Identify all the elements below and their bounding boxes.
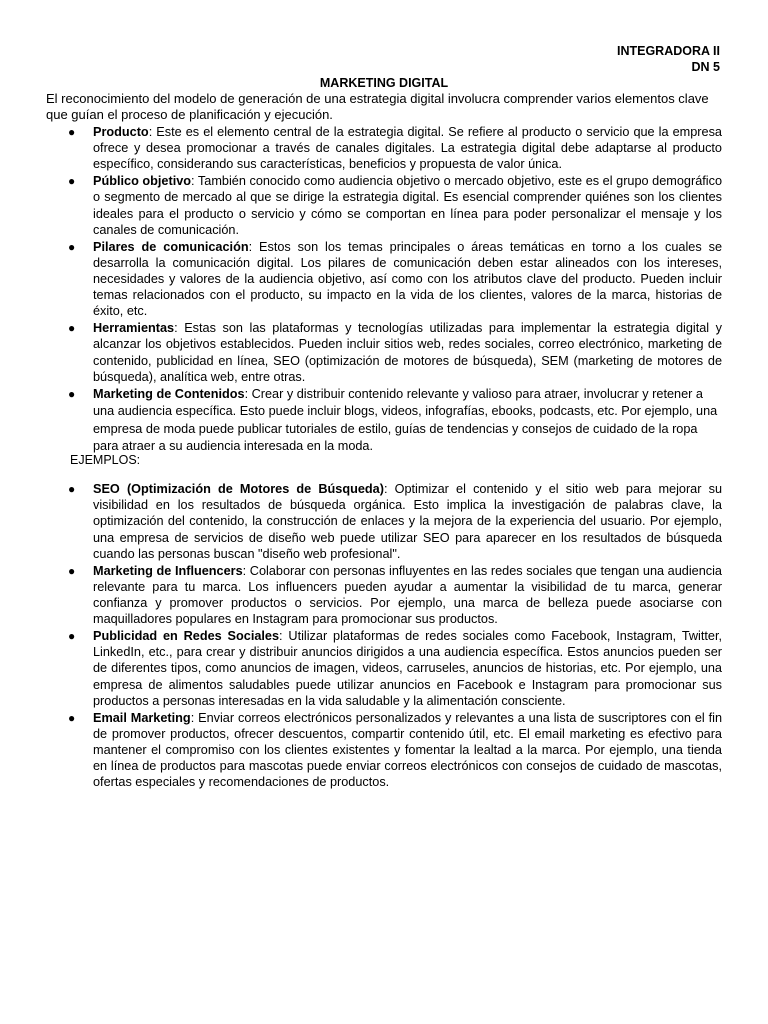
item-text: : Colaborar con personas influyentes en las redes sociales que tengan una audiencia relevante para tu marca. Los influencers pueden ayudar a aumentar la visibilidad de tu marca, generar confianza y promover productos o servicios. Por ejemplo, una marca de belleza puede asociarse con maquilladores populares en Instagram para promocionar sus productos. bbox=[93, 563, 722, 627]
examples-heading: EJEMPLOS: bbox=[70, 453, 141, 467]
item-term: Público objetivo bbox=[93, 174, 192, 189]
list-item bbox=[46, 124, 722, 173]
list-item bbox=[46, 710, 722, 791]
item-term: Herramientas bbox=[93, 321, 175, 336]
bullet-icon: ● bbox=[68, 386, 76, 401]
document-header bbox=[617, 43, 720, 75]
list-item bbox=[46, 239, 722, 320]
item-term: Publicidad en Redes Sociales bbox=[93, 629, 280, 644]
bullet-icon: ● bbox=[68, 174, 76, 189]
item-text: : Crear y distribuir contenido relevante y valioso para atraer, involucrar y retener a una audiencia específica. Esto puede incluir blogs, videos, infografías, ebooks, podcasts, etc. Por ejemplo, una empresa de moda puede publicar tutoriales de estilo, guías de tendencias y consejos de cuidado de la ropa para atraer a su audiencia interesada en la moda. bbox=[93, 386, 718, 454]
bullet-icon: ● bbox=[68, 482, 76, 496]
item-text: : Optimizar el contenido y el sitio web para mejorar su visibilidad en los resultados de búsqueda orgánica. Esto implica la investigación de palabras clave, la optimización del contenido, la construcción de enlaces y la mejora de la experiencia del usuario. Por ejemplo, una empresa de servicios de diseño web puede utilizar SEO para aparecer en los resultados de búsqueda cuando las personas buscan "diseño web profesional". bbox=[93, 482, 722, 561]
examples-list bbox=[46, 481, 722, 791]
key-elements-list bbox=[46, 124, 722, 457]
item-term: Email Marketing bbox=[93, 710, 191, 725]
group-code: DN 5 bbox=[691, 60, 720, 74]
item-term: Marketing de Contenidos bbox=[93, 386, 245, 401]
document-title: MARKETING DIGITAL bbox=[319, 76, 449, 90]
intro-paragraph: El reconocimiento del modelo de generación de una estrategia digital involucra comprender varios elementos clave que guían el proceso de planificación y ejecución. bbox=[46, 91, 709, 123]
item-text: : Utilizar plataformas de redes sociales como Facebook, Instagram, Twitter, LinkedIn, etc., para crear y distribuir anuncios dirigidos a una audiencia específica. Estos anuncios pueden ser de diferentes tipos, como anuncios de imagen, videos, carruseles, anuncios de historias, etc. Por ejemplo, una empresa de alimentos saludables puede utilizar anuncios en Facebook e Instagram para promocionar sus productos a personas interesadas en la vida saludable y la alimentación consciente. bbox=[93, 629, 723, 708]
list-item bbox=[46, 481, 722, 562]
list-item bbox=[46, 386, 722, 456]
list-item bbox=[46, 563, 722, 628]
item-term: Marketing de Influencers bbox=[93, 563, 243, 578]
item-text: : Estos son los temas principales o áreas temáticas en torno a los cuales se desarrolla la comunicación digital. Los pilares de comunicación deben estar alineados con los intereses, necesidades y valores de la audiencia objetivo, así como con los atributos clave del producto. Pueden incluir temas relacionados con el producto, su impacto en la vida de los clientes, valores de la marca, historias de éxito, etc. bbox=[93, 239, 723, 319]
item-term: Pilares de comunicación bbox=[93, 239, 249, 254]
item-text: : Estas son las plataformas y tecnologías utilizadas para implementar la estrategia digital y alcanzar los objetivos establecidos. Pueden incluir sitios web, redes sociales, correo electrónico, marketing de contenido, publicidad en línea, SEO (optimización de motores de búsqueda), SEM (marketing de motores de búsqueda), analítica web, entre otras. bbox=[93, 321, 722, 384]
item-text: : También conocido como audiencia objetivo o mercado objetivo, este es el grupo demográfico o segmento de mercado al que se dirige la estrategia digital. Es esencial comprender quiénes son los clientes ideales para el producto o servicio y cómo se comportan en línea para poder personalizar el mensaje y los canales de comunicación. bbox=[93, 174, 722, 237]
course-name: INTEGRADORA II bbox=[616, 44, 720, 58]
bullet-icon: ● bbox=[68, 321, 76, 336]
item-text: : Enviar correos electrónicos personalizados y relevantes a una lista de suscriptores con el fin de promover productos, ofrecer descuentos, compartir contenido útil, etc. El email marketing es efectivo para mantener el compromiso con los clientes existentes y fomentar la lealtad a la marca. Por ejemplo, una tienda en línea de productos para mascotas puede enviar correos electrónicos con consejos de cuidado de mascotas, ofertas especiales y recomendaciones de productos. bbox=[93, 710, 722, 790]
bullet-icon: ● bbox=[68, 239, 76, 254]
list-item bbox=[46, 173, 722, 238]
list-item bbox=[46, 628, 722, 709]
item-term: Producto bbox=[93, 125, 149, 139]
item-term: SEO (Optimización de Motores de Búsqueda) bbox=[93, 482, 384, 496]
item-text: : Este es el elemento central de la estrategia digital. Se refiere al producto o servicio que la empresa ofrece y desea promocionar a través de canales digitales. La estrategia digital debe adaptarse al producto específico, considerando sus características, beneficios y propuesta de valor única. bbox=[93, 125, 722, 172]
bullet-icon: ● bbox=[68, 629, 76, 644]
bullet-icon: ● bbox=[68, 563, 76, 578]
bullet-icon: ● bbox=[68, 710, 76, 725]
bullet-icon: ● bbox=[68, 125, 76, 139]
list-item bbox=[46, 320, 722, 385]
